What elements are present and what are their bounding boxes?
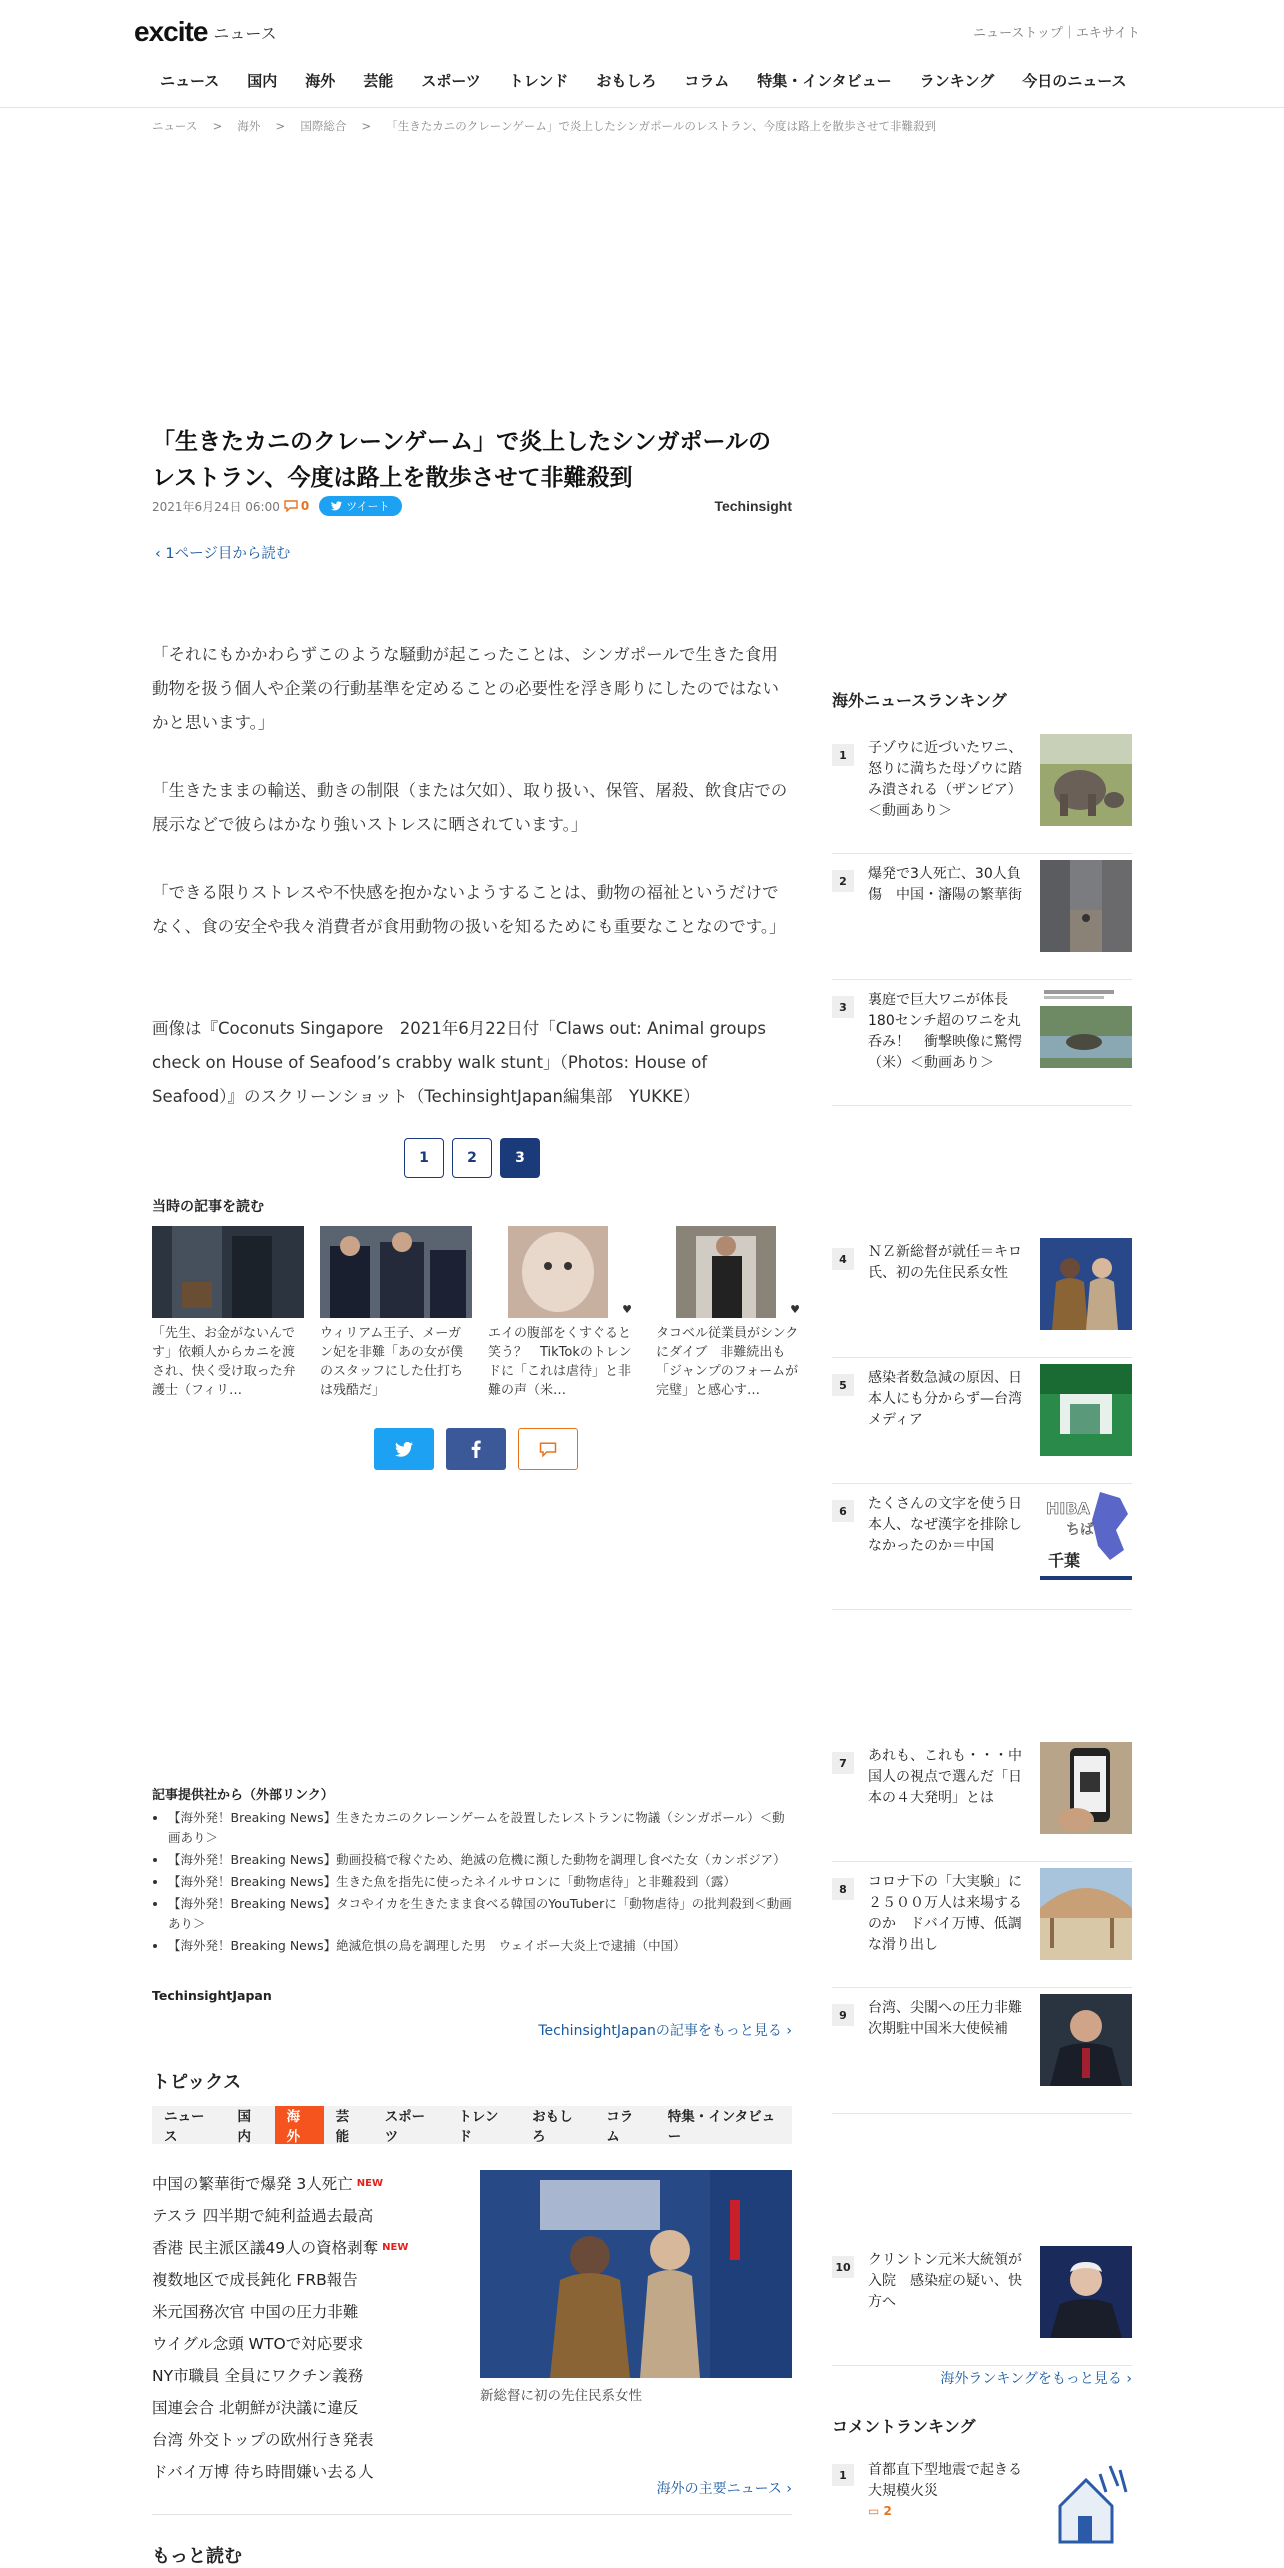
- pagination: [404, 1138, 540, 1178]
- related-card[interactable]: [488, 1226, 640, 1400]
- nav-today[interactable]: 今日のニュース: [1022, 72, 1127, 90]
- breadcrumb-sep: >: [350, 119, 383, 133]
- ranking-item[interactable]: [832, 1238, 1132, 1358]
- topics-tabs: [152, 2106, 792, 2144]
- chevron-right-icon: ›: [1126, 2371, 1132, 2387]
- topic-item-text: 中国の繁華街で爆発 3人死亡: [152, 2175, 353, 2193]
- related-caption: 「先生、お金がないんです」依頼人からカニを渡され、快く受け取った弁護士（フィリ…: [152, 1326, 296, 1398]
- new-badge: NEW: [356, 2178, 384, 2189]
- comment-icon: ▭: [868, 2504, 880, 2518]
- logo-section: ニュース: [213, 24, 277, 43]
- rank-number: 4: [832, 1248, 854, 1270]
- rank-thumbnail: [1040, 1364, 1132, 1456]
- techinsight-logo[interactable]: [714, 498, 792, 514]
- rank-number: 10: [832, 2256, 854, 2278]
- related-thumbnail: [656, 1226, 808, 1318]
- topic-item-text: ドバイ万博 待ち時間嫌い去る人: [152, 2463, 374, 2481]
- rank-thumbnail: [1040, 2246, 1132, 2338]
- breadcrumb-item[interactable]: ニュース: [152, 119, 198, 133]
- nav-ranking[interactable]: ランキング: [919, 72, 995, 90]
- comment-icon: [539, 1442, 557, 1457]
- comment-count-value: 0: [300, 499, 310, 513]
- related-caption: タコベル従業員がシンクにダイブ 非難続出も「ジャンプのフォームが完璧」と感心す…: [656, 1326, 799, 1398]
- topics-heading: トピックス: [152, 2072, 242, 2093]
- twitter-icon: [395, 1442, 413, 1457]
- page-3-button[interactable]: 3: [500, 1138, 540, 1178]
- topic-item-text: 香港 民主派区議49人の資格剥奪: [152, 2239, 379, 2257]
- related-thumbnail: [152, 1226, 304, 1318]
- rank-thumb-text: HIBA: [1046, 1499, 1090, 1518]
- facebook-icon: [471, 1440, 481, 1458]
- ranking-item[interactable]: [832, 1364, 1132, 1484]
- chevron-right-icon: ›: [786, 2023, 792, 2039]
- breadcrumb-current: 「生きたカニのクレーンゲーム」で炎上したシンガポールのレストラン、今度は路上を散歩させて非難殺到: [386, 119, 937, 133]
- topics-tab-news[interactable]: ニュース: [164, 2109, 205, 2145]
- rank-thumb-text: 千葉: [1048, 1551, 1081, 1570]
- share-buttons: [374, 1428, 578, 1470]
- rank-thumbnail: [1040, 986, 1132, 1078]
- comment-icon: [284, 500, 298, 512]
- rank-text: 裏庭で巨大ワニが体長180センチ超のワニを丸呑み！ 衝撃映像に驚愕（米）＜動画あり＞: [868, 992, 1022, 1071]
- topics-tab-trend[interactable]: トレンド: [458, 2109, 499, 2145]
- chevron-right-icon: ›: [786, 2481, 792, 2497]
- provider-more-link[interactable]: [538, 2020, 792, 2040]
- topic-item-text: 複数地区で成長鈍化 FRB報告: [152, 2271, 358, 2289]
- rank-thumbnail: [1040, 2456, 1132, 2548]
- twitter-icon: [331, 501, 342, 511]
- topic-item-text: テスラ 四半期で純利益過去最高: [152, 2207, 374, 2225]
- rank-number: 2: [832, 870, 854, 892]
- nav-domestic[interactable]: 国内: [247, 72, 278, 90]
- rank-number: 9: [832, 2004, 854, 2026]
- topic-item-text: 国連会合 北朝鮮が決議に違反: [152, 2399, 359, 2417]
- ranking-more-link[interactable]: [940, 2368, 1132, 2388]
- ranking-item[interactable]: [832, 2246, 1132, 2366]
- topic-item[interactable]: [152, 2200, 452, 2232]
- ranking-more-label: 海外ランキングをもっと見る: [940, 2371, 1122, 2387]
- rank-text: 首都直下型地震で起きる大規模火災: [868, 2462, 1022, 2499]
- ranking-item[interactable]: [832, 1868, 1132, 1988]
- related-caption: エイの腹部をくすぐると笑う？ TikTokのトレンドに「これは虐待」と非難の声（米…: [488, 1326, 632, 1398]
- external-link[interactable]: • 【海外発！Breaking News】絶滅危惧の鳥を調理した男 ウェイボー大炎上で逮捕（中国）: [168, 1936, 792, 1956]
- topics-tab-entertainment[interactable]: 芸能: [335, 2109, 350, 2145]
- more-read-heading: もっと読む: [152, 2546, 242, 2567]
- site-header: [0, 0, 1284, 108]
- article-title: 「生きたカニのクレーンゲーム」で炎上したシンガポールのレストラン、今度は路上を散歩させて非難殺到: [152, 429, 772, 491]
- topics-tab-overseas[interactable]: 海外: [275, 2106, 324, 2144]
- rank-number: 3: [832, 996, 854, 1018]
- external-links-list: [168, 1808, 792, 1958]
- article-paragraph: 「それにもかかわらずこのような騒動が起こったことは、シンガポールで生きた食用動物を扱う個人や企業の行動基準を定めることの必要性を浮き彫りにしたのではないかと思います。」: [152, 645, 779, 732]
- ranking-item[interactable]: [832, 1994, 1132, 2114]
- logo-text: excite: [134, 16, 208, 47]
- topic-item[interactable]: [152, 2328, 452, 2360]
- topics-tab-funny[interactable]: おもしろ: [532, 2109, 573, 2145]
- facebook-share-button[interactable]: [446, 1428, 506, 1470]
- overseas-news-more-link[interactable]: [657, 2478, 792, 2498]
- rank-text: 感染者数急減の原因、日本人にも分からず—台湾メディア: [868, 1370, 1022, 1428]
- rank-thumbnail: [1040, 734, 1132, 826]
- external-link[interactable]: • 【海外発！Breaking News】生きた魚を指先に使ったネイルサロンに「動物虐待」と非難殺到（露）: [168, 1872, 792, 1892]
- rank-text: たくさんの文字を使う日本人、なぜ漢字を排除しなかったのか＝中国: [868, 1496, 1022, 1554]
- comment-count-value: 2: [883, 2504, 892, 2518]
- rank-text: コロナ下の「大実験」に２５００万人は来場するのか ドバイ万博、低調な滑り出し: [868, 1874, 1022, 1953]
- excite-logo[interactable]: [134, 14, 277, 48]
- rank-thumbnail: [1040, 1994, 1132, 2086]
- related-card[interactable]: [656, 1226, 808, 1400]
- heart-icon: ♥: [622, 1303, 632, 1316]
- nav-trend[interactable]: トレンド: [508, 72, 569, 90]
- rank-text: クリントン元米大統領が入院 感染症の疑い、快方へ: [868, 2252, 1022, 2310]
- nav-sports[interactable]: スポーツ: [421, 72, 481, 90]
- breadcrumb-item[interactable]: 海外: [237, 119, 261, 133]
- article-paragraph: 画像は『Coconuts Singapore 2021年6月22日付「Claws out: Animal groups check on House of Seafood’s crabby walk stunt」（Photos: House of Seafood）』のスクリーンショット（TechinsightJapan編集部 YUKKE）: [152, 1019, 766, 1106]
- topic-item-text: ウイグル念頭 WTOで対応要求: [152, 2335, 364, 2353]
- article-paragraph: 「生きたままの輸送、動きの制限（または欠如）、取り扱い、保管、屠殺、飲食店での展示などで彼らはかなり強いストレスに晒されています。」: [152, 781, 788, 834]
- nav-news[interactable]: ニュース: [160, 72, 220, 90]
- rank-text: 爆発で3人死亡、30人負傷 中国・瀋陽の繁華街: [868, 866, 1022, 903]
- breadcrumb: [152, 118, 936, 134]
- nav-entertainment[interactable]: 芸能: [363, 72, 394, 90]
- rank-thumbnail: [1040, 1238, 1132, 1330]
- first-page-link[interactable]: [155, 542, 290, 563]
- page-2-button[interactable]: 2: [452, 1138, 492, 1178]
- chevron-left-icon: ‹: [155, 546, 166, 562]
- nav-overseas[interactable]: 海外: [305, 72, 336, 90]
- ranking-item[interactable]: [832, 734, 1132, 854]
- rank-number: 1: [832, 2464, 854, 2486]
- related-thumbnail: [320, 1226, 472, 1318]
- twitter-share-button[interactable]: [374, 1428, 434, 1470]
- article-date: 2021年6月24日 06:00: [152, 499, 280, 514]
- comment-count[interactable]: [284, 499, 309, 513]
- topic-item[interactable]: [152, 2360, 452, 2392]
- topics-tab-domestic[interactable]: 国内: [237, 2109, 251, 2145]
- ranking-item[interactable]: [832, 1742, 1132, 1862]
- related-card[interactable]: [152, 1226, 304, 1400]
- rank-thumb-text: ちば: [1066, 1522, 1094, 1538]
- topic-item[interactable]: [152, 2456, 452, 2488]
- main-nav: [146, 70, 1140, 91]
- rank-thumbnail: [1040, 1868, 1132, 1960]
- topic-item[interactable]: [152, 2168, 452, 2200]
- topic-image-caption: 新総督に初の先住民系女性: [480, 2388, 642, 2404]
- ranking-item[interactable]: [832, 860, 1132, 980]
- topic-item-text: 台湾 外交トップの欧州行き発表: [152, 2431, 374, 2449]
- rank-text: 子ゾウに近づいたワニ、怒りに満ちた母ゾウに踏み潰される（ザンビア）＜動画あり＞: [868, 740, 1023, 819]
- related-card[interactable]: [320, 1226, 472, 1400]
- topic-item[interactable]: [152, 2232, 452, 2264]
- rank-thumbnail: [1040, 1490, 1132, 1582]
- rank-thumbnail: [1040, 1742, 1132, 1834]
- ranking-heading: 海外ニュースランキング: [832, 691, 1007, 710]
- provider-name: TechinsightJapan: [152, 1988, 272, 2003]
- breadcrumb-sep: >: [264, 119, 297, 133]
- topics-tab-feature[interactable]: 特集・インタビュー: [667, 2109, 776, 2145]
- rank-text: ＮＺ新総督が就任＝キロ氏、初の先住民系女性: [868, 1244, 1022, 1281]
- provider-logo-text: Techinsight: [714, 498, 792, 514]
- new-badge: NEW: [382, 2242, 409, 2253]
- rank-thumbnail: [1040, 860, 1132, 952]
- rank-number: 6: [832, 1500, 854, 1522]
- external-link[interactable]: • 【海外発！Breaking News】生きたカニのクレーンゲームを設置したレストランに物議（シンガポール）＜動画あり＞: [168, 1808, 792, 1848]
- rank-number: 8: [832, 1878, 854, 1900]
- rank-number: 5: [832, 1374, 854, 1396]
- topic-item-text: NY市職員 全員にワクチン義務: [152, 2367, 364, 2385]
- divider: [152, 2514, 792, 2515]
- article-paragraph: 「できる限りストレスや不快感を抱かないようすることは、動物の福祉というだけでなく、食の安全や我々消費者が食用動物の扱いを知るためにも重要なことなのです。」: [152, 883, 786, 936]
- related-caption: ウィリアム王子、メーガン妃を非難「あの女が僕のスタッフにした仕打ちは残酷だ」: [320, 1326, 464, 1398]
- rank-number: 1: [832, 744, 854, 766]
- tweet-label: ツイート: [346, 500, 390, 513]
- external-links-heading: 記事提供社から（外部リンク）: [152, 1788, 334, 1803]
- topic-image[interactable]: [480, 2170, 792, 2378]
- provider-more-label: TechinsightJapanの記事をもっと見る: [538, 2023, 782, 2039]
- related-heading: 当時の記事を読む: [152, 1199, 264, 1215]
- topics-tab-sports[interactable]: スポーツ: [384, 2109, 426, 2145]
- topics-list: [152, 2168, 452, 2488]
- tweet-button[interactable]: [319, 496, 401, 516]
- external-link[interactable]: • 【海外発！Breaking News】タコやイカを生きたまま食べる韓国のYouTuberに「動物虐待」の批判殺到＜動画あり＞: [168, 1894, 792, 1934]
- ranking-item[interactable]: [832, 1490, 1132, 1610]
- breadcrumb-sep: >: [201, 119, 234, 133]
- nav-column[interactable]: コラム: [684, 72, 730, 90]
- topic-item-text: 米元国務次官 中国の圧力非難: [152, 2303, 359, 2321]
- rank-number: 7: [832, 1752, 854, 1774]
- overseas-news-more-label: 海外の主要ニュース: [656, 2481, 782, 2497]
- comment-share-button[interactable]: [518, 1428, 578, 1470]
- rank-text: 台湾、尖閣への圧力非難 次期駐中国米大使候補: [868, 2000, 1036, 2037]
- page-1-button[interactable]: 1: [404, 1138, 444, 1178]
- related-thumbnail: [488, 1226, 640, 1318]
- topic-item[interactable]: [152, 2296, 452, 2328]
- topic-item[interactable]: [152, 2392, 452, 2424]
- first-page-link-label: 1ページ目から読む: [165, 546, 291, 562]
- topic-item[interactable]: [152, 2264, 452, 2296]
- comment-ranking-heading: コメントランキング: [832, 2417, 976, 2436]
- topics-tab-column[interactable]: コラム: [606, 2109, 634, 2145]
- ranking-item[interactable]: [832, 986, 1132, 1106]
- nav-feature[interactable]: 特集・インタビュー: [757, 72, 892, 90]
- heart-icon: ♥: [790, 1303, 800, 1316]
- article-meta: [152, 496, 792, 516]
- breadcrumb-item[interactable]: 国際総合: [300, 119, 347, 133]
- related-articles: [152, 1226, 808, 1400]
- comment-count: [868, 2504, 892, 2518]
- rank-text: あれも、これも・・・中国人の視点で選んだ「日本の４大発明」とは: [868, 1748, 1022, 1806]
- external-link[interactable]: • 【海外発！Breaking News】動画投稿で稼ぐため、絶滅の危機に瀕した動物を調理し食べた女（カンボジア）: [168, 1850, 792, 1870]
- top-links[interactable]: ニューストップ｜エキサイト: [972, 26, 1140, 41]
- nav-funny[interactable]: おもしろ: [596, 72, 657, 90]
- topic-item[interactable]: [152, 2424, 452, 2456]
